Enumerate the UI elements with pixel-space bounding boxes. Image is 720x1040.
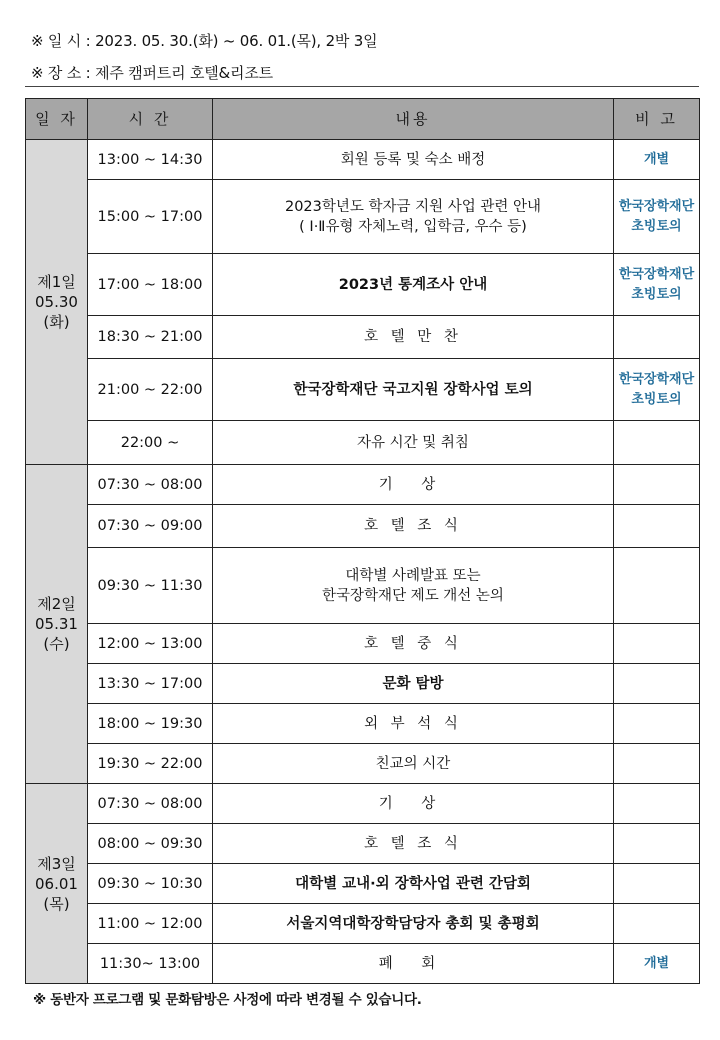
table-row (26, 254, 700, 316)
table-row (26, 359, 700, 421)
table-row (26, 664, 700, 704)
note-cell (614, 316, 700, 359)
content-cell: 회원 등록 및 숙소 배정 (213, 140, 614, 180)
table-row (26, 704, 700, 744)
header-note: 비 고 (614, 99, 700, 140)
content-cell: 문화 탐방 (213, 664, 614, 704)
header-day: 일 자 (26, 99, 88, 140)
time-cell: 18:30 ~ 21:00 (88, 316, 213, 359)
note-cell: 개별 (614, 944, 700, 984)
table-row (26, 624, 700, 664)
table-row (26, 548, 700, 624)
table-row (26, 505, 700, 548)
date-info: ※ 일 시 : 2023. 05. 30.(화) ~ 06. 01.(목), 2박 3일 (31, 32, 378, 50)
table-row (26, 864, 700, 904)
time-cell: 09:30 ~ 10:30 (88, 864, 213, 904)
table-row (26, 904, 700, 944)
header-time: 시 간 (88, 99, 213, 140)
content-cell: 자유 시간 및 취침 (213, 421, 614, 465)
note-cell (614, 465, 700, 505)
divider (25, 86, 699, 87)
content-cell: 기 상 (213, 465, 614, 505)
content-cell: 대학별 교내·외 장학사업 관련 간담회 (213, 864, 614, 904)
note-cell: 개별 (614, 140, 700, 180)
time-cell: 11:00 ~ 12:00 (88, 904, 213, 944)
content-cell: 호 텔 조 식 (213, 505, 614, 548)
table-row (26, 944, 700, 984)
time-cell: 22:00 ~ (88, 421, 213, 465)
table-row (26, 180, 700, 254)
time-cell: 09:30 ~ 11:30 (88, 548, 213, 624)
day-label-3: 제3일 06.01 (목) (26, 784, 88, 984)
table-row (26, 824, 700, 864)
time-cell: 15:00 ~ 17:00 (88, 180, 213, 254)
content-cell: 호 텔 중 식 (213, 624, 614, 664)
content-cell: 서울지역대학장학담당자 총회 및 총평회 (213, 904, 614, 944)
note-cell (614, 421, 700, 465)
footer-note: ※ 동반자 프로그램 및 문화탐방은 사정에 따라 변경될 수 있습니다. (33, 992, 422, 1008)
header-content: 내용 (213, 99, 614, 140)
note-cell (614, 505, 700, 548)
note-cell (614, 548, 700, 624)
note-cell (614, 664, 700, 704)
day-label-2: 제2일 05.31 (수) (26, 465, 88, 784)
time-cell: 13:00 ~ 14:30 (88, 140, 213, 180)
time-cell: 07:30 ~ 08:00 (88, 465, 213, 505)
note-cell: 한국장학재단 초빙토의 (614, 359, 700, 421)
time-cell: 07:30 ~ 09:00 (88, 505, 213, 548)
table-row (26, 744, 700, 784)
note-cell: 한국장학재단 초빙토의 (614, 180, 700, 254)
table-row (26, 421, 700, 465)
day-label-1: 제1일 05.30 (화) (26, 140, 88, 465)
time-cell: 18:00 ~ 19:30 (88, 704, 213, 744)
note-cell (614, 824, 700, 864)
content-cell: 2023학년도 학자금 지원 사업 관련 안내 ( Ⅰ·Ⅱ유형 자체노력, 입학금, 우수 등) (213, 180, 614, 254)
note-cell (614, 744, 700, 784)
content-cell: 2023년 통계조사 안내 (213, 254, 614, 316)
time-cell: 21:00 ~ 22:00 (88, 359, 213, 421)
content-cell: 기 상 (213, 784, 614, 824)
note-cell (614, 784, 700, 824)
time-cell: 13:30 ~ 17:00 (88, 664, 213, 704)
content-cell: 호 텔 조 식 (213, 824, 614, 864)
note-cell (614, 904, 700, 944)
table-row (26, 465, 700, 505)
time-cell: 07:30 ~ 08:00 (88, 784, 213, 824)
content-cell: 폐 회 (213, 944, 614, 984)
table-row (26, 784, 700, 824)
note-cell: 한국장학재단 초빙토의 (614, 254, 700, 316)
content-cell: 한국장학재단 국고지원 장학사업 토의 (213, 359, 614, 421)
content-cell: 대학별 사례발표 또는 한국장학재단 제도 개선 논의 (213, 548, 614, 624)
table-row (26, 140, 700, 180)
content-cell: 호 텔 만 찬 (213, 316, 614, 359)
note-cell (614, 624, 700, 664)
schedule-table (25, 98, 700, 984)
content-cell: 친교의 시간 (213, 744, 614, 784)
place-info: ※ 장 소 : 제주 캠퍼트리 호텔&리조트 (31, 64, 273, 82)
note-cell (614, 704, 700, 744)
time-cell: 17:00 ~ 18:00 (88, 254, 213, 316)
time-cell: 19:30 ~ 22:00 (88, 744, 213, 784)
time-cell: 08:00 ~ 09:30 (88, 824, 213, 864)
note-cell (614, 864, 700, 904)
table-row (26, 316, 700, 359)
time-cell: 11:30~ 13:00 (88, 944, 213, 984)
time-cell: 12:00 ~ 13:00 (88, 624, 213, 664)
content-cell: 외 부 석 식 (213, 704, 614, 744)
header-row (26, 99, 700, 140)
